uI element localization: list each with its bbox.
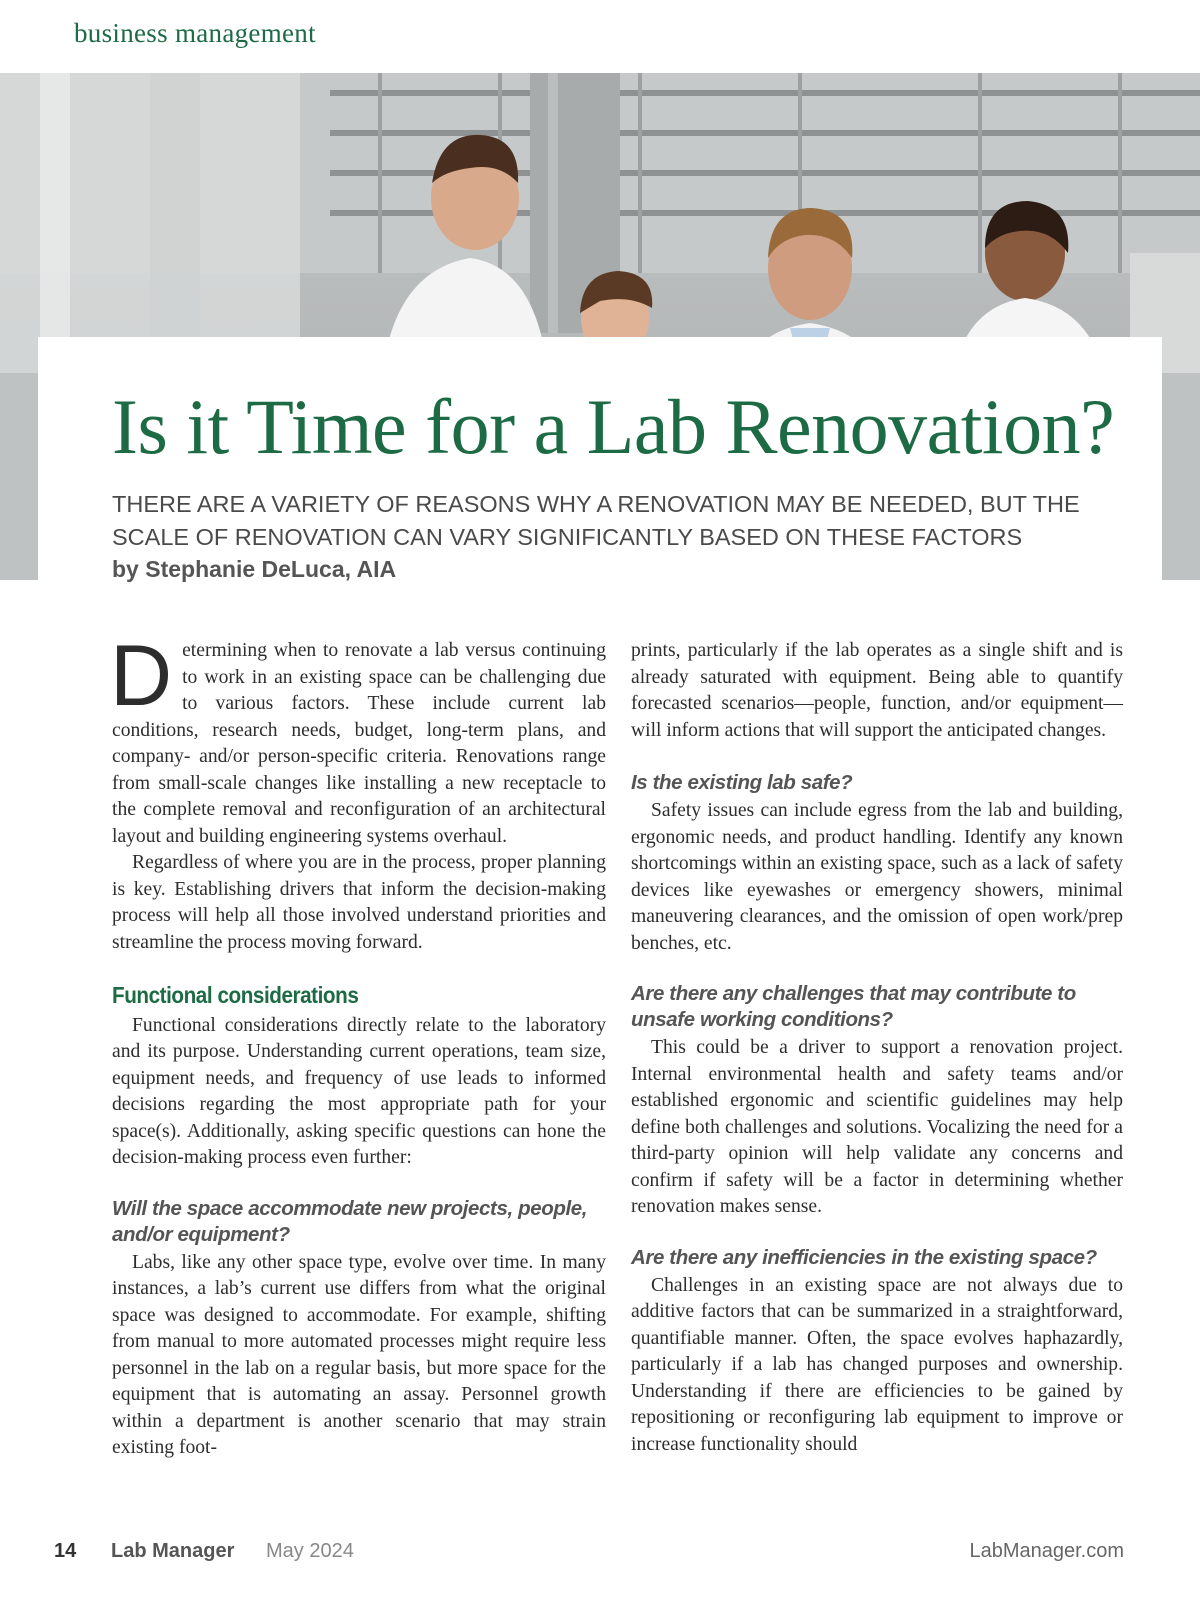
paragraph: Labs, like any other space type, evolve over time. In many instances, a lab’s current use differs from what the original space was designed to accommodate. For example, shifting from manual to more automated processes might require less personnel in the lab on a regular basis, but more space for the equipment that is automating an assay. Personnel growth within a department is another scenario that may strain existing foot-	[112, 1251, 606, 1458]
column-left	[110, 628, 606, 1462]
drop-cap: D	[110, 628, 173, 724]
question-heading: Are there any challenges that may contribute to unsafe working conditions?	[631, 982, 1076, 1031]
question-heading: Is the existing lab safe?	[631, 771, 853, 794]
question-heading: Are there any inefficiencies in the existing space?	[631, 1245, 1097, 1269]
heading-functional-considerations: Functional considerations	[112, 982, 359, 1008]
column-right	[631, 638, 1123, 1458]
paragraph-intro	[110, 628, 606, 850]
issue-date: May 2024	[266, 1540, 354, 1562]
paragraph: prints, particularly if the lab operates as a single shift and is already saturated with equipment. Being able to quantify forecasted scenarios—people, function, and/or equipment—will inform actions that will support the anticipated changes.	[631, 640, 1123, 741]
paragraph: Challenges in an existing space are not always due to additive factors that can be summarized in a straightforward, quantifiable manner. Often, the space evolves haphazardly, particularly if a lab has changed purposes and ownership. Understanding if there are efficiencies to be gained by repositioning or reconfiguring lab equipment to improve or increase functionality should	[631, 1274, 1123, 1455]
page-number: 14	[54, 1540, 77, 1562]
page-footer	[54, 1540, 1124, 1570]
paragraph: Functional considerations directly relate to the laboratory and its purpose. Understanding current operations, team size, equipment needs, and frequency of use leads to informed decisions regarding the most appropriate path for your space(s). Additionally, asking specific questions can hone the decision-making process even further:	[112, 1014, 606, 1168]
paragraph-intro-text: etermining when to renovate a lab versus continuing to work in an existing space can be challenging due to various factors. These include current lab conditions, research needs, budget, long-term plans, and company- and/or person-specific criteria. Renovations range from small-scale changes like installing a new receptacle to the complete removal and reconfiguration of an architectural layout and building engineering systems overhaul.	[112, 640, 606, 847]
magazine-name: Lab Manager	[111, 1540, 235, 1562]
article-byline: by Stephanie DeLuca, AIA	[112, 556, 397, 582]
paragraph: This could be a driver to support a renovation project. Internal environmental health and safety teams and/or established ergonomic and scientific guidelines may help define both challenges and solutions. Vocalizing the need for a third-party opinion will help validate any concerns and confirm if safety will be a factor in determining whether renovation makes sense.	[631, 1037, 1123, 1217]
article-subtitle: THERE ARE A VARIETY OF REASONS WHY A RENOVATION MAY BE NEEDED, BUT THE SCALE OF RENOVATION CAN VARY SIGNIFICANTLY BASED ON THESE FACTORS	[112, 491, 1080, 550]
article-title: Is it Time for a Lab Renovation?	[112, 383, 1115, 470]
paragraph: Safety issues can include egress from the lab and building, ergonomic needs, and product handling. Identify any known shortcomings within an existing space, such as a lack of safety devices like eyewashes or emergency showers, minimal maneuvering clearances, and the omission of open work/prep benches, etc.	[631, 800, 1123, 954]
question-heading: Will the space accommodate new projects, people, and/or equipment?	[112, 1196, 588, 1246]
paragraph: Regardless of where you are in the process, proper planning is key. Establishing drivers that inform the decision-making process will help all those involved understand priorities and streamline the process moving forward.	[112, 852, 606, 953]
website-link[interactable]: LabManager.com	[969, 1540, 1124, 1562]
section-label: business management	[74, 18, 316, 48]
